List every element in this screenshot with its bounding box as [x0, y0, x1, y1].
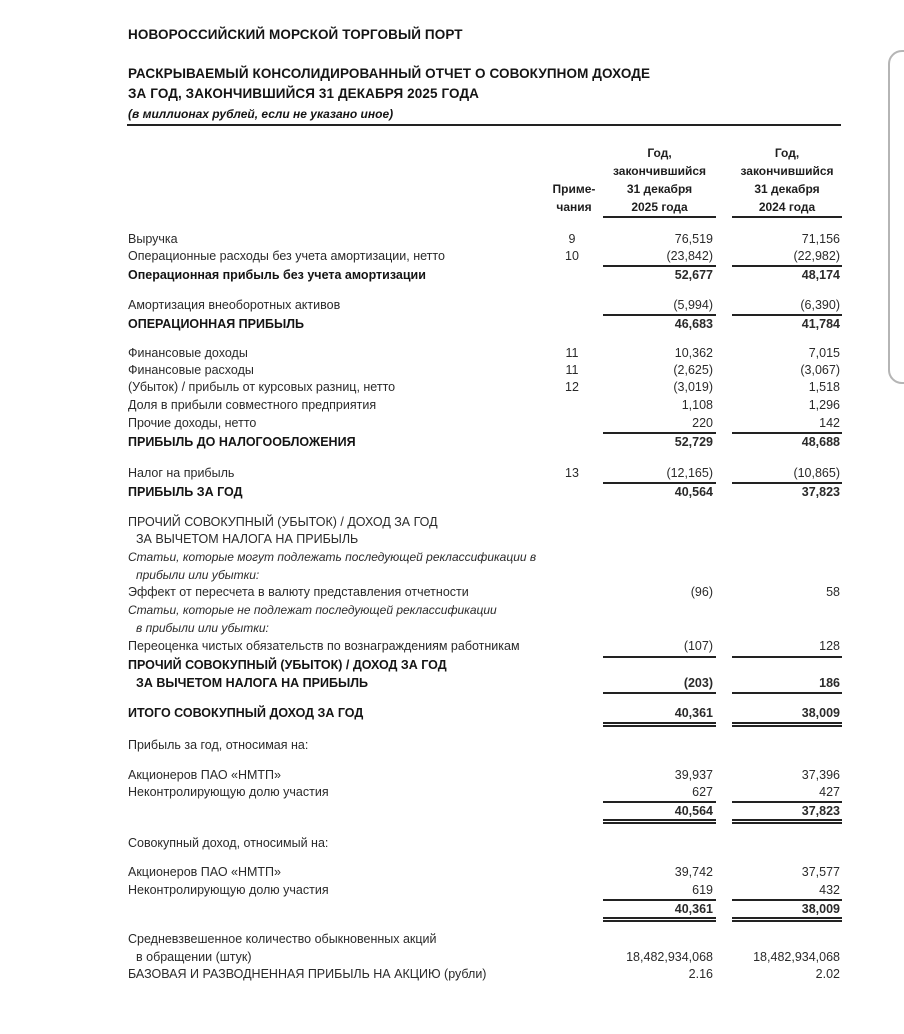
row-label: БАЗОВАЯ И РАЗВОДНЕННАЯ ПРИБЫЛЬ НА АКЦИЮ (рубли)	[128, 967, 487, 981]
value-2025: (23,842)	[666, 249, 713, 263]
row-label: Неконтролирующую долю участия	[128, 883, 329, 897]
value-2024: 1,518	[808, 380, 840, 394]
row-label: Операционные расходы без учета амортизации, нетто	[128, 249, 445, 263]
value-2025: 619	[692, 883, 713, 897]
value-2025: (2,625)	[673, 363, 713, 377]
oci-heading: ПРОЧИЙ СОВОКУПНЫЙ (УБЫТОК) / ДОХОД ЗА ГОД	[128, 515, 438, 529]
value-2025: 1,108	[681, 398, 713, 412]
column-rule	[732, 216, 842, 218]
column-rule	[603, 216, 716, 218]
value-2025: (5,994)	[673, 298, 713, 312]
value-2025: 40,361	[674, 706, 713, 720]
column-header-line: Год,	[774, 146, 800, 160]
row-label: (Убыток) / прибыль от курсовых разниц, нетто	[128, 380, 396, 394]
column-header-line: Год,	[647, 146, 672, 160]
value-2024: 37,396	[801, 768, 840, 782]
column-header-line: 2024 года	[758, 200, 816, 214]
value-2024: (6,390)	[800, 298, 840, 312]
report-title-line-1: РАСКРЫВАЕМЫЙ КОНСОЛИДИРОВАННЫЙ ОТЧЕТ О СОВОКУПНОМ ДОХОДЕ	[128, 66, 651, 81]
row-label: ПРИБЫЛЬ ЗА ГОД	[128, 485, 243, 499]
profit-attributable-heading: Прибыль за год, относимая на:	[128, 738, 309, 752]
subtotal-rule	[732, 692, 842, 694]
value-2024: (10,865)	[793, 466, 840, 480]
company-name: НОВОРОССИЙСКИЙ МОРСКОЙ ТОРГОВЫЙ ПОРТ	[128, 27, 463, 42]
column-header-line: 2025 года	[631, 200, 688, 214]
column-header-line: закончившийся	[612, 164, 707, 178]
value-2025: 39,742	[674, 865, 713, 879]
subtotal-rule	[732, 656, 842, 658]
column-header-2024	[732, 144, 842, 216]
value-2025: (203)	[683, 676, 713, 690]
column-header-line: закончившийся	[740, 164, 834, 178]
value-2025: 76,519	[674, 232, 713, 246]
notes-header-line: чания	[556, 200, 592, 214]
value-2024: 18,482,934,068	[753, 950, 840, 964]
value-2024: (22,982)	[793, 249, 840, 263]
row-label: Налог на прибыль	[128, 466, 235, 480]
row-note: 11	[565, 363, 579, 377]
value-2024: 37,823	[801, 485, 840, 499]
value-2024: 7,015	[808, 346, 840, 360]
row-label: в обращении (штук)	[136, 950, 252, 964]
row-label: ПРИБЫЛЬ ДО НАЛОГООБЛОЖЕНИЯ	[128, 435, 356, 449]
row-label: Доля в прибыли совместного предприятия	[128, 398, 377, 412]
subtotal-rule	[603, 692, 716, 694]
row-note: 10	[565, 249, 579, 263]
row-note: 11	[565, 346, 579, 360]
value-2025: 40,564	[674, 485, 713, 499]
value-2025: 2.16	[688, 967, 713, 981]
row-label: Финансовые доходы	[128, 346, 248, 360]
row-note: 12	[565, 380, 579, 394]
value-2025: (12,165)	[666, 466, 713, 480]
units-note: (в миллионах рублей, если не указано иное)	[128, 107, 394, 121]
double-rule	[732, 722, 842, 727]
value-2024: 186	[819, 676, 840, 690]
row-label: Переоценка чистых обязательств по вознаграждениям работникам	[128, 639, 520, 653]
value-2025: 18,482,934,068	[626, 950, 713, 964]
value-2024: 432	[819, 883, 840, 897]
row-label: Выручка	[128, 232, 178, 246]
value-2025: (96)	[690, 585, 713, 599]
row-label: Финансовые расходы	[128, 363, 254, 377]
value-2025: (3,019)	[673, 380, 713, 394]
row-label: ИТОГО СОВОКУПНЫЙ ДОХОД ЗА ГОД	[128, 706, 364, 720]
row-note: 13	[565, 466, 579, 480]
column-header-line: 31 декабря	[626, 182, 693, 196]
value-2024: 38,009	[801, 902, 840, 916]
double-rule	[603, 722, 716, 727]
double-rule	[603, 917, 716, 922]
row-label: Амортизация внеоборотных активов	[128, 298, 341, 312]
column-header-2025	[603, 144, 716, 216]
value-2025: 40,361	[674, 902, 713, 916]
reclassifiable-heading: Статьи, которые могут подлежать последующей реклассификации в	[128, 550, 537, 564]
value-2024: 2.02	[815, 967, 840, 981]
subtotal-rule	[603, 656, 716, 658]
value-2025: 52,677	[674, 268, 713, 282]
double-rule	[732, 819, 842, 824]
row-label: ПРОЧИЙ СОВОКУПНЫЙ (УБЫТОК) / ДОХОД ЗА ГОД	[128, 658, 447, 672]
value-2024: 1,296	[808, 398, 840, 412]
value-2025: 10,362	[674, 346, 713, 360]
value-2025: 46,683	[674, 317, 713, 331]
row-note: 9	[568, 232, 576, 246]
value-2024: 37,577	[801, 865, 840, 879]
value-2024: 37,823	[801, 804, 840, 818]
notes-header	[548, 180, 600, 216]
value-2024: 38,009	[801, 706, 840, 720]
header-underline	[127, 124, 841, 126]
value-2024: 48,174	[801, 268, 840, 282]
oci-heading-cont: ЗА ВЫЧЕТОМ НАЛОГА НА ПРИБЫЛЬ	[136, 532, 359, 546]
value-2024: 58	[826, 585, 840, 599]
double-rule	[603, 819, 716, 824]
value-2024: 48,688	[801, 435, 840, 449]
row-label: Акционеров ПАО «НМТП»	[128, 768, 281, 782]
value-2024: (3,067)	[800, 363, 840, 377]
row-label: Акционеров ПАО «НМТП»	[128, 865, 281, 879]
value-2024: 71,156	[801, 232, 840, 246]
value-2025: 40,564	[674, 804, 713, 818]
row-label: Неконтролирующую долю участия	[128, 785, 329, 799]
value-2024: 142	[819, 416, 840, 430]
double-rule	[732, 917, 842, 922]
shares-heading: Средневзвешенное количество обыкновенных акций	[128, 932, 437, 946]
reclassifiable-heading-cont: прибыли или убытки:	[136, 568, 260, 582]
row-label-cont: ЗА ВЫЧЕТОМ НАЛОГА НА ПРИБЫЛЬ	[136, 676, 368, 690]
value-2025: 220	[692, 416, 713, 430]
report-title-line-2: ЗА ГОД, ЗАКОНЧИВШИЙСЯ 31 ДЕКАБРЯ 2025 ГОДА	[128, 86, 480, 101]
value-2024: 128	[819, 639, 840, 653]
value-2024: 427	[819, 785, 840, 799]
column-header-line: 31 декабря	[754, 182, 820, 196]
row-label: ОПЕРАЦИОННАЯ ПРИБЫЛЬ	[128, 317, 304, 331]
row-label: Прочие доходы, нетто	[128, 416, 257, 430]
row-label: Эффект от пересчета в валюту представления отчетности	[128, 585, 469, 599]
value-2024: 41,784	[801, 317, 840, 331]
side-panel-handle[interactable]	[888, 50, 904, 384]
non-reclassifiable-heading: Статьи, которые не подлежат последующей реклассификации	[128, 603, 497, 617]
value-2025: 39,937	[674, 768, 713, 782]
non-reclassifiable-heading-cont: в прибыли или убытки:	[136, 621, 269, 635]
value-2025: (107)	[683, 639, 713, 653]
row-label: Операционная прибыль без учета амортизации	[128, 268, 426, 282]
ci-attributable-heading: Совокупный доход, относимый на:	[128, 836, 329, 850]
value-2025: 627	[692, 785, 713, 799]
value-2025: 52,729	[674, 435, 713, 449]
notes-header-line: Приме-	[552, 182, 596, 196]
